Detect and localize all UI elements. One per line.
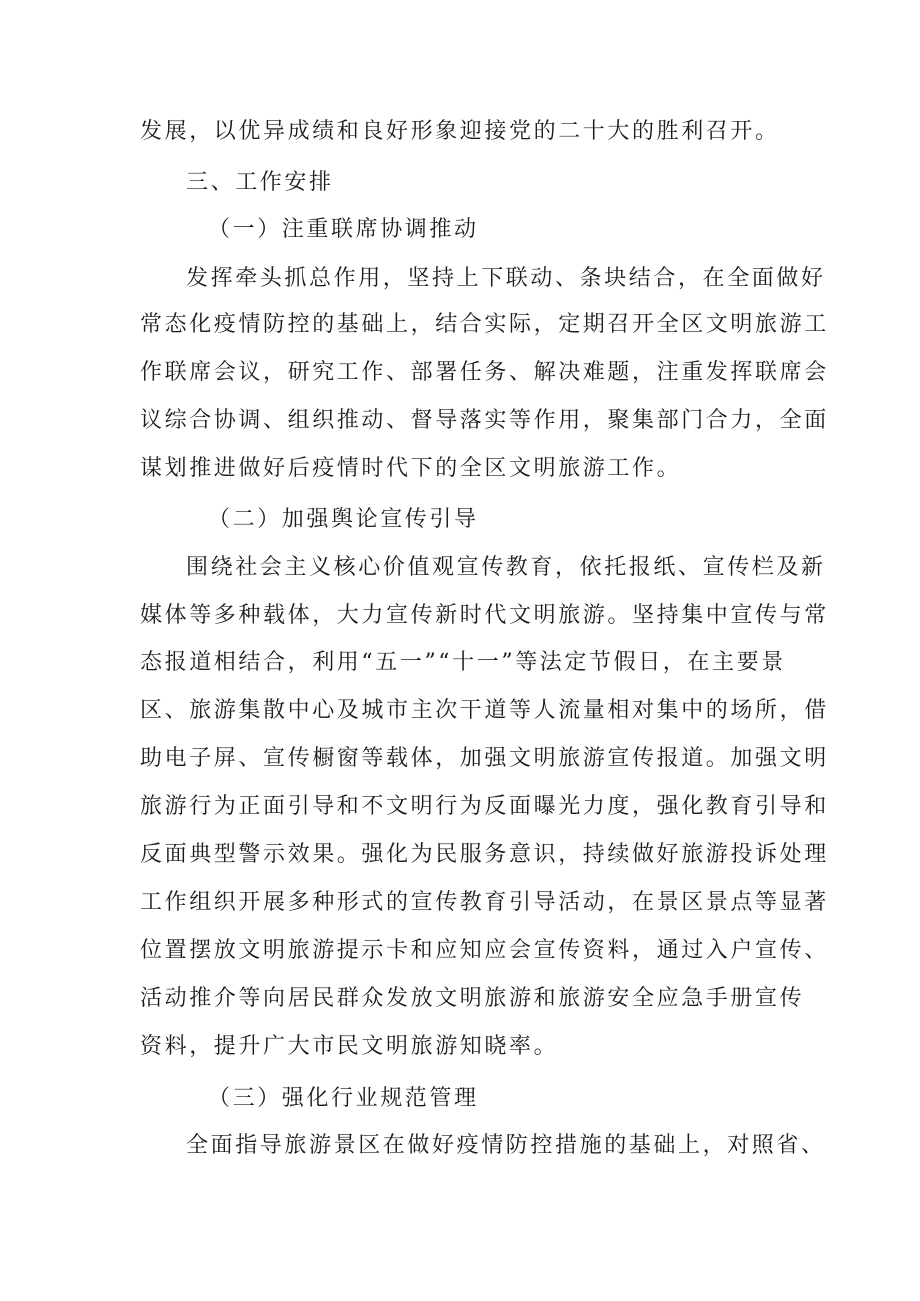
paragraph-line: 活动推介等向居民群众发放文明旅游和旅游安全应急手册宣传 bbox=[140, 986, 805, 1011]
section-heading: 三、工作安排 bbox=[186, 170, 334, 195]
paragraph-line: 议综合协调、组织推动、督导落实等作用，聚集部门合力，全面 bbox=[140, 408, 829, 433]
paragraph-line: 反面典型警示效果。强化为民服务意识，持续做好旅游投诉处理 bbox=[140, 842, 829, 867]
subsection-heading: （一）注重联席协调推动 bbox=[208, 217, 479, 242]
paragraph-line: 发展，以优异成绩和良好形象迎接党的二十大的胜利召开。 bbox=[140, 119, 780, 144]
paragraph-line: 常态化疫情防控的基础上，结合实际，定期召开全区文明旅游工 bbox=[140, 312, 829, 337]
paragraph-line: 发挥牵头抓总作用，坚持上下联动、条块结合，在全面做好 bbox=[186, 266, 826, 291]
paragraph-line: 工作组织开展多种形式的宣传教育引导活动，在景区景点等显著 bbox=[140, 890, 829, 915]
paragraph-line: 态报道相结合，利用“五一”“十一”等法定节假日，在主要景 bbox=[140, 650, 786, 675]
paragraph-line: 全面指导旅游景区在做好疫情防控措施的基础上，对照省、 bbox=[186, 1133, 826, 1158]
paragraph-line: 旅游行为正面引导和不文明行为反面曝光力度，强化教育引导和 bbox=[140, 794, 829, 819]
subsection-heading: （二）加强舆论宣传引导 bbox=[208, 507, 479, 532]
paragraph-line: 媒体等多种载体，大力宣传新时代文明旅游。坚持集中宣传与常 bbox=[140, 603, 829, 628]
paragraph-line: 资料，提升广大市民文明旅游知晓率。 bbox=[140, 1034, 559, 1059]
paragraph-line: 助电子屏、宣传橱窗等载体，加强文明旅游宣传报道。加强文明 bbox=[140, 746, 829, 771]
paragraph-line: 位置摆放文明旅游提示卡和应知应会宣传资料，通过入户宣传、 bbox=[140, 938, 829, 963]
paragraph-line: 区、旅游集散中心及城市主次干道等人流量相对集中的场所，借 bbox=[140, 698, 829, 723]
paragraph-line: 围绕社会主义核心价值观宣传教育，依托报纸、宣传栏及新 bbox=[186, 555, 826, 580]
subsection-heading: （三）强化行业规范管理 bbox=[208, 1086, 479, 1111]
paragraph-line: 谋划推进做好后疫情时代下的全区文明旅游工作。 bbox=[140, 456, 682, 481]
paragraph-line: 作联席会议，研究工作、部署任务、解决难题，注重发挥联席会 bbox=[140, 360, 829, 385]
